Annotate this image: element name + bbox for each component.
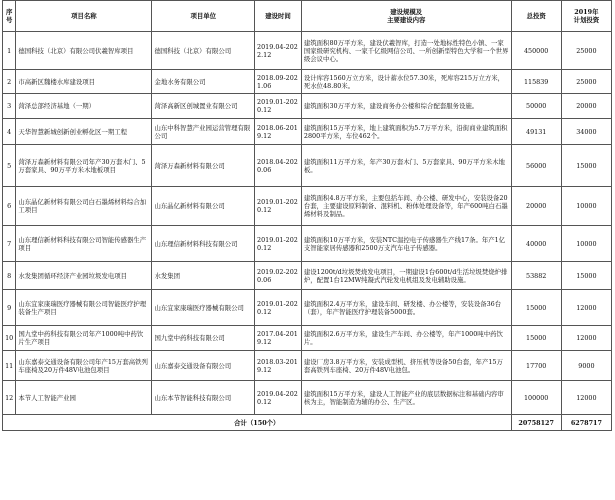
row-invest: 12000 bbox=[561, 326, 611, 351]
table-row bbox=[3, 326, 612, 351]
row-total: 100000 bbox=[511, 381, 561, 415]
row-content: 建筑面积15万平方米，地上建筑面积为5.7万平方米，沿街商业建筑面积2800平方米，车位462个。 bbox=[301, 119, 511, 145]
row-unit: 德国科技（北京）有限公司 bbox=[152, 32, 255, 70]
row-invest: 12000 bbox=[561, 381, 611, 415]
total-invest: 6278717 bbox=[561, 415, 611, 431]
row-time: 2017.04-2019.12 bbox=[255, 326, 302, 351]
row-total: 40000 bbox=[511, 226, 561, 262]
table-row bbox=[3, 70, 612, 94]
table-row bbox=[3, 94, 612, 119]
total-row bbox=[3, 415, 612, 431]
row-no: 6 bbox=[3, 187, 16, 226]
row-invest: 15000 bbox=[561, 145, 611, 187]
row-content: 建筑面积2.6万平方米，建设生产车间、办公楼等，年产1000吨中药饮片。 bbox=[301, 326, 511, 351]
row-time: 2019.02-2020.06 bbox=[255, 262, 302, 290]
row-name: 水发集团循环经济产业园垃圾发电项目 bbox=[16, 262, 152, 290]
table-row bbox=[3, 32, 612, 70]
row-name: 山东嘉泰交通设备有限公司年产15万套高铁列车座椅及20万件48V电池包项目 bbox=[16, 351, 152, 381]
row-total: 15000 bbox=[511, 326, 561, 351]
row-name: 山东晶亿新材料有限公司白石墨烯材料综合加工项目 bbox=[16, 187, 152, 226]
row-total: 15000 bbox=[511, 290, 561, 326]
row-time: 2019.04-2022.12 bbox=[255, 32, 302, 70]
row-no: 1 bbox=[3, 32, 16, 70]
row-no: 5 bbox=[3, 145, 16, 187]
row-unit: 金地水务有限公司 bbox=[152, 70, 255, 94]
row-invest: 10000 bbox=[561, 226, 611, 262]
row-unit: 山东晶亿新材料有限公司 bbox=[152, 187, 255, 226]
row-total: 56000 bbox=[511, 145, 561, 187]
row-content: 建设厂房3.8万平方米，安装成型机、挤压机等设备50台套，年产15万套高铁列车座椅、20万件48V电池包。 bbox=[301, 351, 511, 381]
row-unit: 菏泽万森新材料有限公司 bbox=[152, 145, 255, 187]
row-no: 12 bbox=[3, 381, 16, 415]
row-total: 20000 bbox=[511, 187, 561, 226]
row-no: 3 bbox=[3, 94, 16, 119]
row-no: 10 bbox=[3, 326, 16, 351]
col-header-name: 项目名称 bbox=[16, 1, 152, 32]
row-content: 建设1200t/d垃圾焚烧发电项目，一期建设1台600t/d生活垃圾焚烧炉排炉，配置1台12MW纯凝式汽轮发电机组及发电辅助设施。 bbox=[301, 262, 511, 290]
row-unit: 菏泽高新区创城置业有限公司 bbox=[152, 94, 255, 119]
row-no: 8 bbox=[3, 262, 16, 290]
row-content: 建筑面积10万平方米，安装NTC温控电子传感器生产线17条。年产1亿支智能家居传感器和2500万支汽车电子传感器。 bbox=[301, 226, 511, 262]
investment-table bbox=[2, 0, 612, 431]
row-total: 50000 bbox=[511, 94, 561, 119]
row-content: 设计库容1560万立方米，设计蓄水位57.30米，死库容215万立方米，死水位48.80米。 bbox=[301, 70, 511, 94]
row-invest: 15000 bbox=[561, 262, 611, 290]
table-row bbox=[3, 119, 612, 145]
row-no: 2 bbox=[3, 70, 16, 94]
table-row bbox=[3, 226, 612, 262]
table-row bbox=[3, 381, 612, 415]
col-header-time: 建设时间 bbox=[255, 1, 302, 32]
row-name: 本节人工智能产业园 bbox=[16, 381, 152, 415]
row-no: 7 bbox=[3, 226, 16, 262]
row-time: 2018.09-2021.06 bbox=[255, 70, 302, 94]
row-unit: 山东中科智慧产业园运营管理有限公司 bbox=[152, 119, 255, 145]
row-name: 山东宜家康瑞医疗器械有限公司智能医疗护理装备生产项目 bbox=[16, 290, 152, 326]
row-total: 450000 bbox=[511, 32, 561, 70]
col-header-unit: 项目单位 bbox=[152, 1, 255, 32]
row-time: 2018.06-2019.12 bbox=[255, 119, 302, 145]
table-row bbox=[3, 290, 612, 326]
table-row bbox=[3, 262, 612, 290]
row-name: 市高新区魏楼水库建设项目 bbox=[16, 70, 152, 94]
row-no: 11 bbox=[3, 351, 16, 381]
row-name: 菏泽总部经济基地（一期） bbox=[16, 94, 152, 119]
row-name: 国九堂中药科技有限公司年产1000吨中药饮片生产项目 bbox=[16, 326, 152, 351]
row-content: 建筑面积15万平方米，建设人工智能产业的底层数据标注和基础内容审核为主，智能制造为辅的办公、生产区。 bbox=[301, 381, 511, 415]
row-time: 2019.01-2020.12 bbox=[255, 94, 302, 119]
col-header-invest: 2019年 计划投资 bbox=[561, 1, 611, 32]
row-no: 9 bbox=[3, 290, 16, 326]
row-content: 建筑面积80万平方米，建设伏羲智库，打造一处地标性特色小镇、一家国家级研究机构、一家千亿级网信公司、一所创新型特色大学和一个世界级会议中心。 bbox=[301, 32, 511, 70]
row-name: 菏泽万森新材料有限公司年产30万套木门、5万套家具、90万平方米木地板项目 bbox=[16, 145, 152, 187]
row-total: 53882 bbox=[511, 262, 561, 290]
row-total: 115839 bbox=[511, 70, 561, 94]
row-time: 2019.01-2020.12 bbox=[255, 187, 302, 226]
row-invest: 34000 bbox=[561, 119, 611, 145]
row-invest: 25000 bbox=[561, 32, 611, 70]
row-no: 4 bbox=[3, 119, 16, 145]
row-content: 建筑面积11万平方米，年产30万套木门、5万套家具、90万平方米木地板。 bbox=[301, 145, 511, 187]
row-unit: 山东嘉泰交通设备有限公司 bbox=[152, 351, 255, 381]
row-total: 49131 bbox=[511, 119, 561, 145]
row-invest: 10000 bbox=[561, 187, 611, 226]
row-content: 建筑面积2.4万平方米，建设车间、研发楼、办公楼等，安装设备36台（套），年产智能医疗护理装备5000套。 bbox=[301, 290, 511, 326]
row-unit: 水发集团 bbox=[152, 262, 255, 290]
row-time: 2019.01-2020.12 bbox=[255, 226, 302, 262]
total-sum: 20758127 bbox=[511, 415, 561, 431]
row-time: 2018.04-2020.06 bbox=[255, 145, 302, 187]
row-total: 17700 bbox=[511, 351, 561, 381]
col-header-total: 总投资 bbox=[511, 1, 561, 32]
row-name: 天华智慧新城创新创业孵化区一期工程 bbox=[16, 119, 152, 145]
row-unit: 山东理信新材料科技有限公司 bbox=[152, 226, 255, 262]
row-unit: 山东宜家康瑞医疗器械有限公司 bbox=[152, 290, 255, 326]
row-unit: 山东本节智能科技有限公司 bbox=[152, 381, 255, 415]
row-time: 2018.03-2019.12 bbox=[255, 351, 302, 381]
table-row bbox=[3, 187, 612, 226]
total-label: 合计（150个） bbox=[3, 415, 512, 431]
row-unit: 国九堂中药科技有限公司 bbox=[152, 326, 255, 351]
row-content: 建筑面积4.8万平方米，主要包括车间、办公楼、研发中心，安装设备20台套，主要建设原料制备、混料机、粉体处理设备等，年产600吨白石墨烯材料及制品。 bbox=[301, 187, 511, 226]
col-header-content: 建设规模及 主要建设内容 bbox=[301, 1, 511, 32]
row-invest: 25000 bbox=[561, 70, 611, 94]
table-row bbox=[3, 351, 612, 381]
row-invest: 12000 bbox=[561, 290, 611, 326]
col-header-no: 序号 bbox=[3, 1, 16, 32]
header-row bbox=[3, 1, 612, 32]
row-content: 建筑面积30万平方米，建设商务办公楼和综合配套服务设施。 bbox=[301, 94, 511, 119]
row-time: 2019.01-2020.12 bbox=[255, 290, 302, 326]
table-row bbox=[3, 145, 612, 187]
row-name: 德国科技（北京）有限公司伏羲智库项目 bbox=[16, 32, 152, 70]
row-invest: 20000 bbox=[561, 94, 611, 119]
row-name: 山东理信新材料科技有限公司智能传感器生产项目 bbox=[16, 226, 152, 262]
row-invest: 9000 bbox=[561, 351, 611, 381]
row-time: 2019.04-2020.12 bbox=[255, 381, 302, 415]
